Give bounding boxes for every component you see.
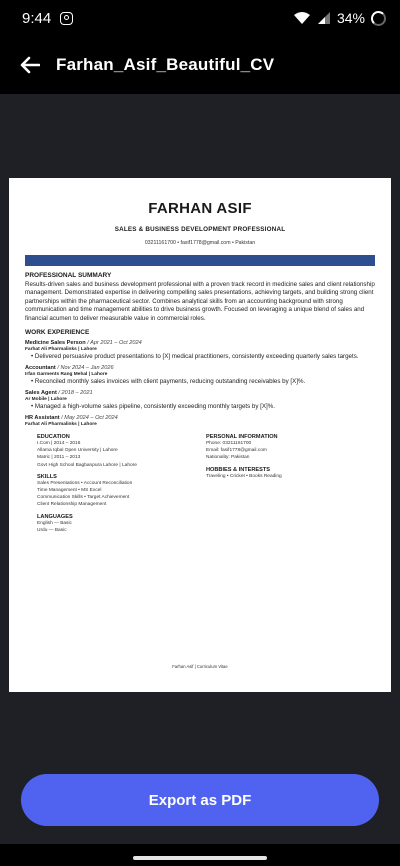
battery-percent: 34% <box>336 10 365 26</box>
cv-contact: 03211161700 • fasif1778@gmail.com • Pakistan <box>144 240 256 246</box>
hobbies-line: Traveling • Cricket • Books Reading <box>206 473 282 479</box>
job-title: HR Assistant <box>25 415 60 422</box>
experience-heading: WORK EXPERIENCE <box>25 329 90 337</box>
wifi-icon <box>293 11 311 25</box>
job-date: May 2024 – Oct 2024 <box>64 415 118 422</box>
job-title: Medicine Sales Person <box>25 340 86 347</box>
summary-text: Results-driven sales and business development professional with a proven track record in medicine sales and client relationship management. Demonstrated expertise in delivering compelling sales presentations, achieving targets, and building strong client partnerships within the pharmaceutical sector. Combines analytical skills from an accounting background with strong communication and time management abilities to drive business growth. Focused on leveraging a unique blend of sales and financial acumen to deliver measurable value in commercial roles. <box>25 281 375 322</box>
skills-line: Sales Presentations • Account Reconciliation <box>37 480 133 486</box>
cv-job-title: SALES & BUSINESS DEVELOPMENT PROFESSIONAL <box>114 226 286 233</box>
job-title: Sales Agent <box>25 390 57 397</box>
skills-heading: SKILLS <box>37 473 57 480</box>
cv-name: FARHAN ASIF <box>148 200 252 217</box>
skills-line: Client Relationship Management <box>37 502 107 508</box>
job-entry: HR Assistant / May 2024 – Oct 2024 Farhat Ali Pharmalinks | Lahore <box>25 415 375 427</box>
instagram-icon <box>60 12 73 25</box>
education-line: I.Com | 2014 – 2016 <box>37 441 81 447</box>
summary-heading: PROFESSIONAL SUMMARY <box>25 272 112 279</box>
status-time: 9:44 <box>22 9 52 27</box>
personal-line: Phone: 03211161700 <box>206 441 252 447</box>
cv-columns <box>25 432 375 534</box>
job-date: 2018 – 2021 <box>61 390 93 397</box>
cv-footer: Farhan Asif | Curriculum Vitae <box>172 664 228 669</box>
document-title: Farhan_Asif_Beautiful_CV <box>56 55 275 74</box>
language-line: English — Basic <box>37 520 72 526</box>
skills-line: Communication Skills • Target Achievement <box>37 495 130 501</box>
job-bullet: • Reconciled monthly sales invoices with client payments, reducing outstanding receivables by [X]%. <box>31 378 306 386</box>
cv-header-rule <box>25 255 375 266</box>
cv-left-column <box>37 432 206 534</box>
cv-right-column <box>206 432 375 534</box>
education-line: Matric | 2011 – 2013 <box>37 455 81 461</box>
languages-heading: LANGUAGES <box>37 513 73 520</box>
job-entry: Medicine Sales Person / Apr 2021 – Oct 2024 Farhat Ali Pharmalinks | Lahore • Delivered persuasive product presentations to [X] medical practitioners, consistently exceeding quarterly sales targets. <box>25 340 375 361</box>
job-company: Farhat Ali Pharmalinks | Lahore <box>25 347 97 353</box>
job-entry: Sales Agent / 2018 – 2021 Ar Mobile | Lahore • Managed a high-volume sales pipeline, consistently exceeding monthly targets by [X]%. <box>25 390 375 411</box>
skills-line: Time Management • MS Excel <box>37 488 102 494</box>
personal-line: Email: fasif1778@gmail.com <box>206 448 267 454</box>
status-bar <box>0 0 400 36</box>
education-heading: EDUCATION <box>37 434 70 441</box>
job-bullet: • Managed a high-volume sales pipeline, consistently exceeding monthly targets by [X]%. <box>31 403 275 411</box>
status-icons <box>293 10 386 26</box>
personal-heading: PERSONAL INFORMATION <box>206 434 278 441</box>
arrow-left-icon <box>20 56 40 74</box>
personal-line: Nationality: Pakistan <box>206 455 250 461</box>
education-line: Allama Iqbal Open University | Lahore <box>37 448 118 454</box>
back-button[interactable] <box>18 53 42 77</box>
job-company: Farhat Ali Pharmalinks | Lahore <box>25 422 97 428</box>
job-date: Apr 2021 – Oct 2024 <box>90 340 142 347</box>
signal-icon <box>317 11 331 25</box>
job-company: Irfan Garments Rang Mehal | Lahore <box>25 372 108 378</box>
job-company: Ar Mobile | Lahore <box>25 397 67 403</box>
job-bullet: • Delivered persuasive product presentations to [X] medical practitioners, consistently exceeding quarterly sales targets. <box>31 353 359 361</box>
job-date: Nov 2024 – Jan 2026 <box>60 365 114 372</box>
hobbies-heading: HOBBIES & INTERESTS <box>206 466 271 473</box>
language-line: Urdu — Basic <box>37 527 67 533</box>
home-indicator[interactable] <box>133 856 267 860</box>
job-title: Accountant <box>25 365 56 372</box>
job-entry: Accountant / Nov 2024 – Jan 2026 Irfan Garments Rang Mehal | Lahore • Reconciled monthly sales invoices with client payments, reducing outstanding receivables by [X]%. <box>25 365 375 386</box>
battery-icon <box>371 11 386 26</box>
navigation-bar <box>0 844 400 866</box>
app-bar <box>0 36 400 94</box>
cv-preview[interactable] <box>9 178 391 692</box>
export-pdf-button[interactable]: Export as PDF <box>21 774 379 826</box>
education-line: Govt High School Bagbanpura Lahore | Lahore <box>37 462 137 468</box>
